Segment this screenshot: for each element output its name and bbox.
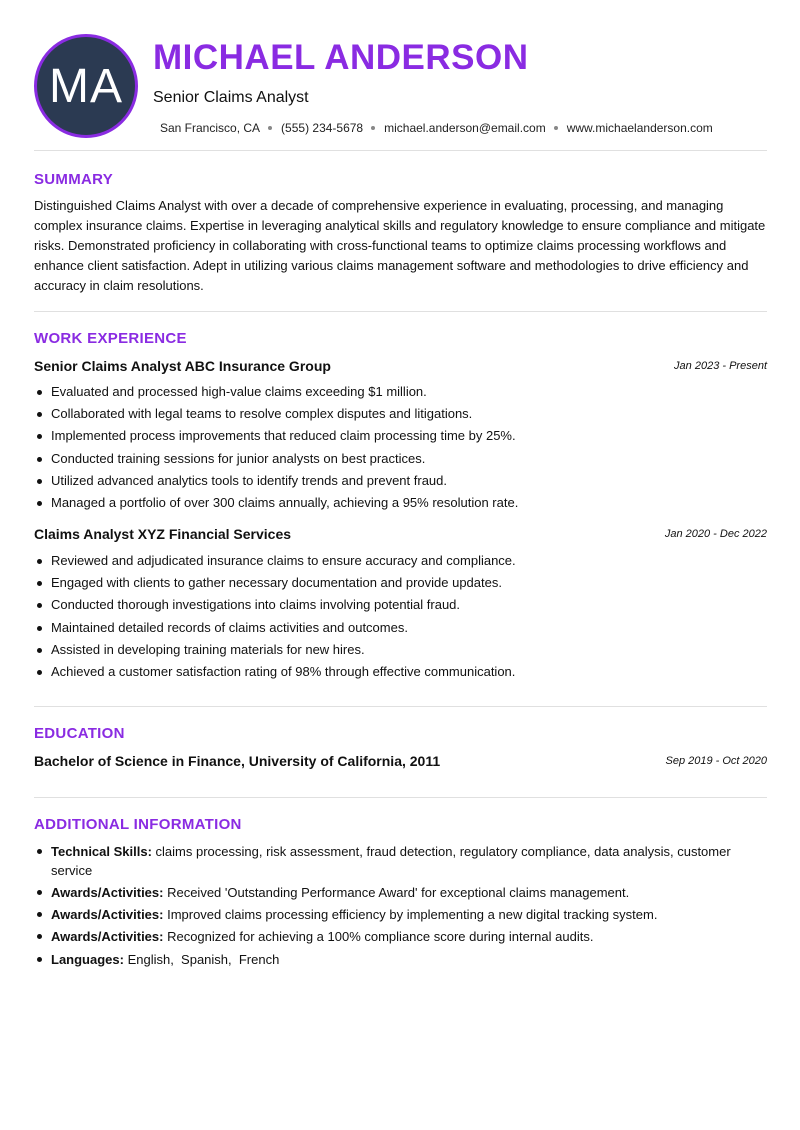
list-item: Achieved a customer satisfaction rating of 98% through effective communication. — [34, 663, 767, 685]
job-dates: Jan 2020 - Dec 2022 — [664, 528, 767, 540]
list-item — [34, 950, 767, 969]
additional-info-heading: ADDITIONAL INFORMATION — [34, 816, 242, 833]
education-degree: Bachelor of Science in Finance, University of California, 2011 — [34, 753, 441, 769]
job-role-company: Claims Analyst XYZ Financial Services — [34, 526, 292, 542]
list-item — [34, 883, 767, 902]
item-label: Technical Skills: — [51, 844, 152, 859]
list-item: Reviewed and adjudicated insurance claims to ensure accuracy and compliance. — [34, 552, 767, 574]
separator-dot-icon — [371, 126, 375, 130]
list-item: Utilized advanced analytics tools to identify trends and prevent fraud. — [34, 472, 767, 494]
separator-dot-icon — [554, 126, 558, 130]
candidate-title: Senior Claims Analyst — [153, 89, 309, 106]
job-header — [34, 358, 767, 376]
section-divider — [34, 150, 767, 151]
list-item: Maintained detailed records of claims activities and outcomes. — [34, 619, 767, 641]
job-header — [34, 526, 767, 544]
additional-info-list — [34, 842, 767, 972]
section-divider — [34, 311, 767, 312]
list-item: Evaluated and processed high-value claims exceeding $1 million. — [34, 383, 767, 405]
contact-email[interactable]: michael.anderson@email.com — [384, 121, 546, 135]
section-divider — [34, 706, 767, 707]
summary-text: Distinguished Claims Analyst with over a decade of comprehensive experience in evaluating, processing, and managing complex insurance claims. Expertise in leveraging analytical skills and regulatory knowledge to ensure compliance and mitigate risks. Demonstrated proficiency in collaborating with cross-functional teams to optimize claims processing workflows and enhance client satisfaction. Adept in utilizing various claims management software and methodologies to drive efficiency and accuracy in claim resolutions. — [34, 198, 766, 293]
contact-info — [160, 121, 713, 135]
item-label: Awards/Activities: — [51, 885, 164, 900]
section-divider — [34, 797, 767, 798]
work-experience-heading: WORK EXPERIENCE — [34, 330, 187, 347]
item-text: Improved claims processing efficiency by implementing a new digital tracking system. — [163, 907, 658, 922]
item-text: Recognized for achieving a 100% compliance score during internal audits. — [163, 929, 594, 944]
item-text: English, Spanish, French — [123, 952, 280, 967]
resume-header — [0, 0, 800, 150]
contact-website[interactable]: www.michaelanderson.com — [566, 121, 713, 135]
job-role-company: Senior Claims Analyst ABC Insurance Group — [34, 358, 331, 374]
summary-heading: SUMMARY — [34, 171, 114, 188]
list-item: Managed a portfolio of over 300 claims annually, achieving a 95% resolution rate. — [34, 494, 767, 516]
list-item: Implemented process improvements that reduced claim processing time by 25%. — [34, 427, 767, 449]
list-item: Conducted training sessions for junior analysts on best practices. — [34, 450, 767, 472]
item-label: Awards/Activities: — [51, 907, 164, 922]
list-item — [34, 842, 767, 880]
job-dates: Jan 2023 - Present — [674, 360, 767, 372]
education-entry — [34, 753, 767, 771]
list-item — [34, 927, 767, 946]
contact-phone: (555) 234-5678 — [281, 121, 364, 135]
separator-dot-icon — [268, 126, 272, 130]
item-text: claims processing, risk assessment, fraud detection, regulatory compliance, data analysis, customer service — [51, 844, 731, 878]
job-bullets — [34, 552, 767, 685]
list-item — [34, 905, 767, 924]
list-item: Conducted thorough investigations into claims involving potential fraud. — [34, 596, 767, 618]
item-label: Awards/Activities: — [51, 929, 164, 944]
avatar: MA — [34, 34, 138, 138]
item-label: Languages: — [51, 952, 124, 967]
item-text: Received 'Outstanding Performance Award' for exceptional claims management. — [163, 885, 630, 900]
candidate-name: MICHAEL ANDERSON — [153, 38, 529, 77]
list-item: Collaborated with legal teams to resolve complex disputes and litigations. — [34, 405, 767, 427]
education-heading: EDUCATION — [34, 725, 125, 742]
contact-location: San Francisco, CA — [160, 121, 261, 135]
list-item: Assisted in developing training materials for new hires. — [34, 641, 767, 663]
education-dates: Sep 2019 - Oct 2020 — [665, 755, 767, 767]
job-bullets — [34, 383, 767, 516]
list-item: Engaged with clients to gather necessary documentation and provide updates. — [34, 574, 767, 596]
